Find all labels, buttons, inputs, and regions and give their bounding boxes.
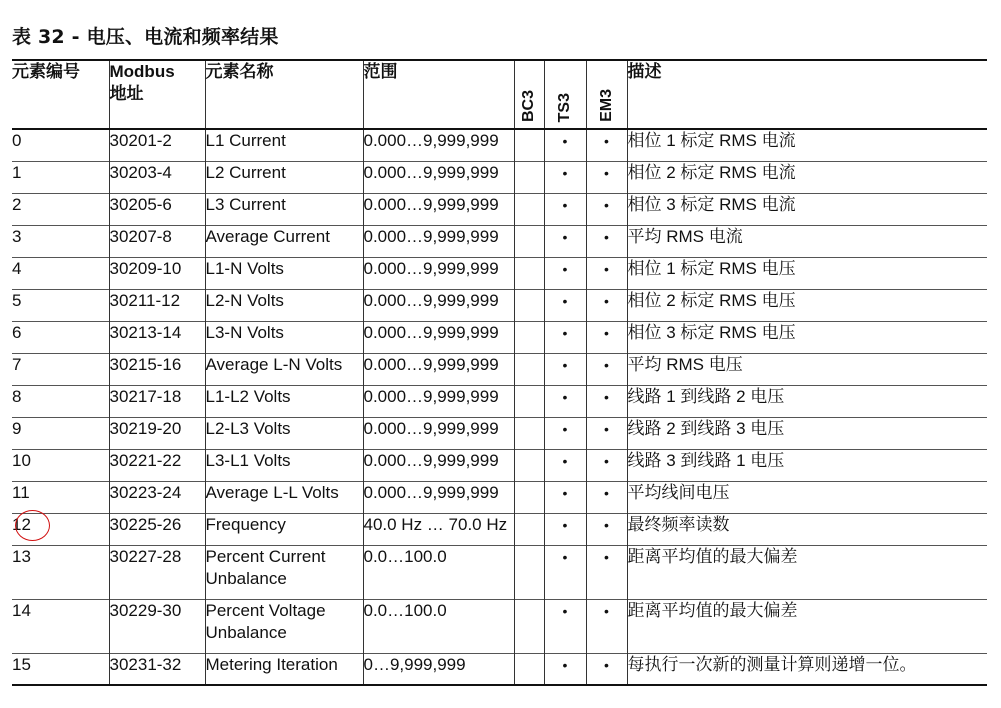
element-name-line1: Frequency xyxy=(205,514,286,534)
cell-element-name xyxy=(205,513,363,545)
cell-bc3 xyxy=(514,481,544,513)
cell-description: 线路 1 到线路 2 电压 xyxy=(627,386,785,406)
cell-description: 每执行一次新的测量计算则递增一位。 xyxy=(627,654,917,674)
cell-description: 相位 3 标定 RMS 电压 xyxy=(627,322,796,342)
cell-em3: • xyxy=(586,449,627,481)
cell-description: 相位 2 标定 RMS 电流 xyxy=(627,162,796,182)
cell-description: 相位 3 标定 RMS 电流 xyxy=(627,194,796,214)
table-row xyxy=(12,653,987,685)
cell-element-name xyxy=(205,225,363,257)
cell-modbus-address: 30207-8 xyxy=(109,225,205,257)
element-name-line1: L2 Current xyxy=(205,162,286,182)
element-name-line1: L3-N Volts xyxy=(205,322,284,342)
cell-element-name xyxy=(205,257,363,289)
cell-element-no: 1 xyxy=(12,161,109,193)
cell-em3: • xyxy=(586,513,627,545)
cell-modbus-address: 30203-4 xyxy=(109,161,205,193)
cell-em3: • xyxy=(586,417,627,449)
cell-em3: • xyxy=(586,129,627,161)
cell-element-name xyxy=(205,481,363,513)
element-name-line1: L1-L2 Volts xyxy=(205,386,291,406)
cell-element-name xyxy=(205,321,363,353)
cell-element-no: 8 xyxy=(12,385,109,417)
cell-bc3 xyxy=(514,257,544,289)
cell-element-name xyxy=(205,353,363,385)
cell-ts3: • xyxy=(544,481,586,513)
table-row xyxy=(12,417,987,449)
cell-em3: • xyxy=(586,353,627,385)
cell-modbus-address: 30215-16 xyxy=(109,353,205,385)
cell-element-no: 7 xyxy=(12,353,109,385)
cell-range: 0.0…100.0 xyxy=(363,545,514,599)
cell-em3: • xyxy=(586,599,627,653)
cell-ts3: • xyxy=(544,161,586,193)
cell-ts3: • xyxy=(544,289,586,321)
header-modbus-address xyxy=(109,60,205,129)
cell-range: 0.000…9,999,999 xyxy=(363,353,514,385)
cell-range: 0.000…9,999,999 xyxy=(363,449,514,481)
cell-element-no: 11 xyxy=(12,481,109,513)
cell-description: 相位 1 标定 RMS 电压 xyxy=(627,258,796,278)
element-name-line1: Average Current xyxy=(205,226,330,246)
cell-em3: • xyxy=(586,289,627,321)
header-bc3-label: BC3 xyxy=(520,89,537,122)
cell-element-name xyxy=(205,161,363,193)
header-ts3 xyxy=(544,60,586,129)
cell-element-name xyxy=(205,449,363,481)
cell-description: 平均 RMS 电压 xyxy=(627,354,743,374)
cell-modbus-address: 30221-22 xyxy=(109,449,205,481)
cell-ts3: • xyxy=(544,513,586,545)
cell-element-name xyxy=(205,599,363,653)
cell-modbus-address: 30211-12 xyxy=(109,289,205,321)
cell-bc3 xyxy=(514,545,544,599)
header-em3-label: EM3 xyxy=(597,89,615,122)
cell-element-no: 10 xyxy=(12,449,109,481)
cell-ts3: • xyxy=(544,417,586,449)
cell-modbus-address: 30201-2 xyxy=(109,129,205,161)
element-name-line1: L1-N Volts xyxy=(205,258,284,278)
cell-modbus-address: 30231-32 xyxy=(109,653,205,685)
cell-element-no: 0 xyxy=(12,129,109,161)
cell-em3: • xyxy=(586,257,627,289)
cell-range: 0…9,999,999 xyxy=(363,653,514,685)
cell-element-name xyxy=(205,417,363,449)
cell-range: 0.000…9,999,999 xyxy=(363,161,514,193)
cell-element-name xyxy=(205,289,363,321)
cell-ts3: • xyxy=(544,449,586,481)
table-title: 表 32 - 电压、电流和频率结果 xyxy=(12,26,279,48)
cell-bc3 xyxy=(514,321,544,353)
header-description: 描述 xyxy=(627,62,662,81)
cell-bc3 xyxy=(514,385,544,417)
cell-range: 0.000…9,999,999 xyxy=(363,257,514,289)
cell-em3: • xyxy=(586,653,627,685)
table-row xyxy=(12,545,987,599)
element-name-line1: L2-N Volts xyxy=(205,290,284,310)
table-row xyxy=(12,129,987,161)
table-row xyxy=(12,353,987,385)
cell-bc3 xyxy=(514,161,544,193)
cell-modbus-address: 30217-18 xyxy=(109,385,205,417)
cell-description: 线路 3 到线路 1 电压 xyxy=(627,450,785,470)
cell-range: 0.000…9,999,999 xyxy=(363,385,514,417)
element-name-line2: Unbalance xyxy=(205,568,287,588)
cell-modbus-address: 30209-10 xyxy=(109,257,205,289)
table-row xyxy=(12,449,987,481)
cell-range: 0.000…9,999,999 xyxy=(363,193,514,225)
table-row xyxy=(12,385,987,417)
cell-element-no: 14 xyxy=(12,599,109,653)
cell-ts3: • xyxy=(544,193,586,225)
cell-element-name xyxy=(205,193,363,225)
cell-modbus-address: 30227-28 xyxy=(109,545,205,599)
results-table xyxy=(12,59,987,686)
cell-range: 0.000…9,999,999 xyxy=(363,289,514,321)
cell-ts3: • xyxy=(544,225,586,257)
table-row xyxy=(12,257,987,289)
cell-range: 0.000…9,999,999 xyxy=(363,417,514,449)
element-name-line1: L3-L1 Volts xyxy=(205,450,291,470)
table-row xyxy=(12,321,987,353)
table-row xyxy=(12,225,987,257)
cell-range: 0.000…9,999,999 xyxy=(363,321,514,353)
header-element-name: 元素名称 xyxy=(205,60,363,129)
cell-em3: • xyxy=(586,321,627,353)
table-row xyxy=(12,289,987,321)
cell-modbus-address: 30205-6 xyxy=(109,193,205,225)
header-element-no: 元素编号 xyxy=(12,60,109,129)
cell-description: 线路 2 到线路 3 电压 xyxy=(627,418,785,438)
cell-description: 平均线间电压 xyxy=(627,482,730,502)
header-row xyxy=(12,60,987,129)
cell-bc3 xyxy=(514,599,544,653)
cell-modbus-address: 30229-30 xyxy=(109,599,205,653)
header-bc3 xyxy=(514,60,544,129)
cell-bc3 xyxy=(514,449,544,481)
cell-element-name xyxy=(205,385,363,417)
cell-ts3: • xyxy=(544,545,586,599)
table-row xyxy=(12,161,987,193)
table-row xyxy=(12,193,987,225)
cell-range: 0.000…9,999,999 xyxy=(363,481,514,513)
cell-modbus-address: 30213-14 xyxy=(109,321,205,353)
cell-range: 0.000…9,999,999 xyxy=(363,129,514,161)
cell-description: 最终频率读数 xyxy=(627,514,730,534)
header-ts3-label: TS3 xyxy=(556,92,573,122)
cell-description: 距离平均值的最大偏差 xyxy=(627,600,798,620)
element-name-line1: Average L-L Volts xyxy=(205,482,339,502)
table-row xyxy=(12,599,987,653)
cell-bc3 xyxy=(514,289,544,321)
cell-ts3: • xyxy=(544,321,586,353)
cell-bc3 xyxy=(514,353,544,385)
cell-modbus-address: 30219-20 xyxy=(109,417,205,449)
element-name-line1: Metering Iteration xyxy=(205,654,338,674)
cell-description: 相位 2 标定 RMS 电压 xyxy=(627,290,796,310)
cell-element-no: 5 xyxy=(12,289,109,321)
cell-em3: • xyxy=(586,545,627,599)
cell-element-no: 13 xyxy=(12,545,109,599)
cell-bc3 xyxy=(514,129,544,161)
cell-element-no: 2 xyxy=(12,193,109,225)
element-name-line1: L1 Current xyxy=(205,131,286,150)
cell-element-no: 4 xyxy=(12,257,109,289)
cell-element-no: 12 xyxy=(12,513,109,545)
header-modbus-line2: 地址 xyxy=(109,84,144,103)
header-range: 范围 xyxy=(363,60,514,129)
cell-element-name xyxy=(205,545,363,599)
cell-element-no: 3 xyxy=(12,225,109,257)
cell-range: 0.000…9,999,999 xyxy=(363,225,514,257)
cell-element-name xyxy=(205,129,363,161)
cell-em3: • xyxy=(586,161,627,193)
element-name-line1: Percent Voltage xyxy=(205,600,326,620)
header-em3 xyxy=(586,60,627,129)
element-name-line1: Percent Current xyxy=(205,546,326,566)
table-row xyxy=(12,513,987,545)
element-name-line1: Average L-N Volts xyxy=(205,354,343,374)
cell-ts3: • xyxy=(544,599,586,653)
element-name-line2: Unbalance xyxy=(205,622,287,642)
cell-em3: • xyxy=(586,225,627,257)
header-modbus-line1: Modbus xyxy=(109,62,175,81)
cell-bc3 xyxy=(514,513,544,545)
cell-bc3 xyxy=(514,193,544,225)
cell-modbus-address: 30225-26 xyxy=(109,513,205,545)
cell-bc3 xyxy=(514,225,544,257)
element-name-line1: L2-L3 Volts xyxy=(205,418,291,438)
element-name-line1: L3 Current xyxy=(205,194,286,214)
cell-ts3: • xyxy=(544,353,586,385)
cell-ts3: • xyxy=(544,129,586,161)
cell-bc3 xyxy=(514,417,544,449)
table-row xyxy=(12,481,987,513)
cell-element-no: 6 xyxy=(12,321,109,353)
cell-em3: • xyxy=(586,481,627,513)
cell-description: 相位 1 标定 RMS 电流 xyxy=(627,131,796,150)
cell-description: 距离平均值的最大偏差 xyxy=(627,546,798,566)
cell-element-no: 9 xyxy=(12,417,109,449)
cell-range: 0.0…100.0 xyxy=(363,599,514,653)
cell-element-no: 15 xyxy=(12,653,109,685)
cell-ts3: • xyxy=(544,385,586,417)
cell-ts3: • xyxy=(544,257,586,289)
cell-range: 40.0 Hz … 70.0 Hz xyxy=(363,513,514,545)
cell-bc3 xyxy=(514,653,544,685)
cell-ts3: • xyxy=(544,653,586,685)
cell-description: 平均 RMS 电流 xyxy=(627,226,743,246)
cell-em3: • xyxy=(586,385,627,417)
cell-em3: • xyxy=(586,193,627,225)
cell-element-name xyxy=(205,653,363,685)
cell-modbus-address: 30223-24 xyxy=(109,481,205,513)
